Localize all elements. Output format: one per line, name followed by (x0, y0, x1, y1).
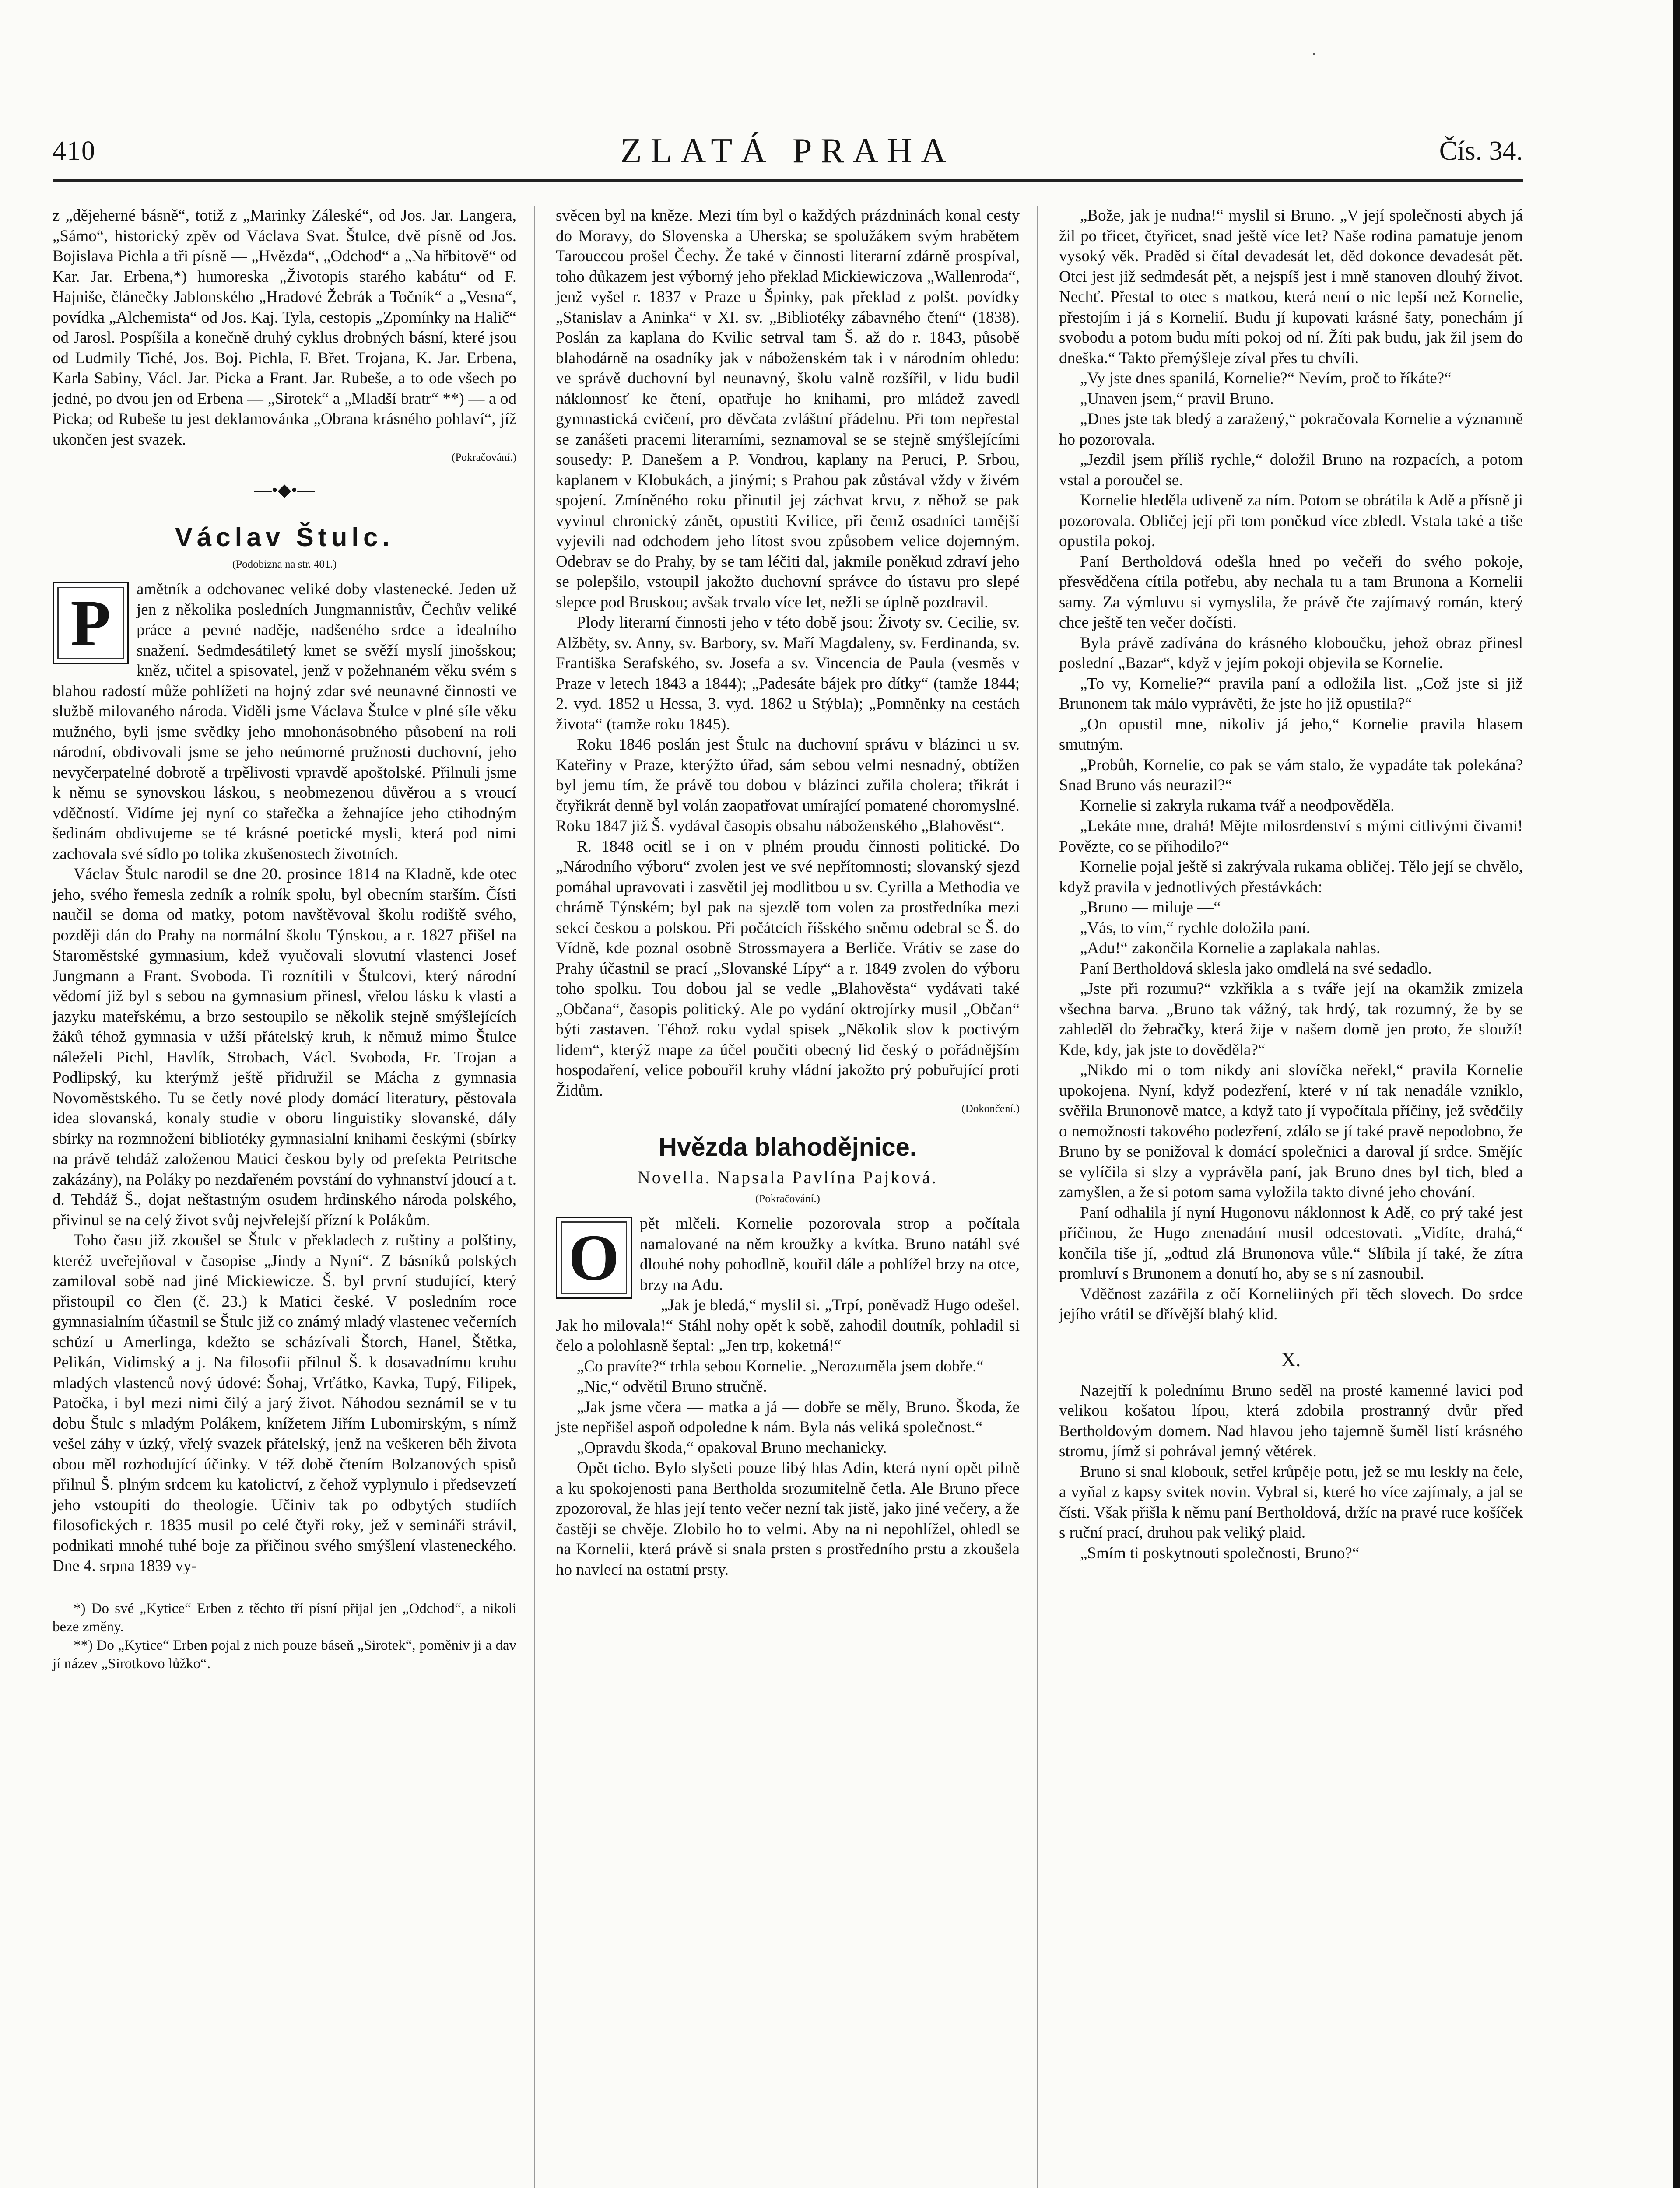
paragraph: „Dnes jste tak bledý a zaražený,“ pokračovala Kornelie a významně ho pozorovala. (1059, 410, 1523, 449)
paragraph: Kornelie hleděla udiveně za ním. Potom se obrátila k Adě a přísně ji pozorovala. Obličej její při tom poněkud více zbledl. Vstala také a tiše opustila pokoj. (1059, 491, 1523, 550)
paragraph: Kornelie si zakryla rukama tvář a neodpověděla. (1080, 796, 1395, 815)
paragraph: Toho času již zkoušel se Štulc v překladech z ruštiny a polštiny, kteréž uveřejňoval v časopise „Jindy a Nyní“. Z básníků polských zamiloval sobě nad jiné Mickiewicze. Š. byl první studující, který přistoupil co člen (č. 23.) k Matici české. V posledním roce gymnasialním účastnil se Štulc již co známý mladý vlastenec večerních schůzí u Amerlinga, kdežto se scházívali Štorch, Hanel, Štětka, Pelikán, Vidimský a j. Na filosofii přilnul Š. k dosavadnímu kruhu mladých vlastenců nový údové: Šohaj, Vrťátko, Kavka, Tupý, Filipek, Patočka, i byl mezi nimi čilý a jarý život. Náhodou seznámil se v tu dobu Štulc s mladým Polákem, knížetem Jiřím Lubomirským, s nímž vešel záhy v úzký, vřelý svazek přátelský, jenž na veškeren běh života obou měl rozhodující účinky. V též době čtením Bolzanových spisů přilnul Š. plným srdcem ku katolictví, z čehož vyplynulo i předsevzetí jeho vstoupiti do theologie. Učiniv tak po odbytých studiích filosofických r. 1835 musil po celé čtyři roky, jež v semináři strávil, podnikati mnohé tuhé boje za přičinou svého smýšlení vlasteneckého. Dne 4. srpna 1839 vy- (53, 1231, 516, 1575)
paragraph: svěcen byl na kněze. Mezi tím byl o každých prázdninách konal cesty do Moravy, do Slovenska a Uherska; se spolužákem svým hrabětem Tarouccou prošel Čechy. Že také v činnosti literarní zdárně prospíval, toho důkazem jest výborný jeho překlad Mickiewiczova „Wallenroda“, jenž vyšel r. 1837 v Praze u Špinky, pak překlad z polšt. povídky „Stanislav a Aninka“ v XI. sv. „Bibliotéky zábavného čtení“ (1838). Poslán za kaplana do Kvilic setrval tam Š. až do r. 1843, působě blahodárně na osadníky jak v náboženském tak i v národním ohledu: ve správě duchovní byl neunavný, školu valně rozšířil, v lidu budil náklonnosť ke čtení, opatřuje ho knihami, pro mládež zavedl gymnastická cvičení, pro děvčata zvláštní přádelnu. Při tom nepřestal se zanášeti pracemi literarními, seznamoval se se stejně smýšlejícími sousedy: P. Danešem a P. Vondrou, kaplany na Peruci, P. Srbou, kaplanem v Klobukách, a jinými; s Prahou pak zůstával vždy v živém spojení. Zmíněného roku přinutil jej záchvat krvu, z něhož se pak vyvinul chronický zánět, opustiti Kvilice, při čemž osadníci tamější vyjevili nad odchodem jeho lítost svou způsobem velice dojemným. Odebrav se do Prahy, by se tam léčiti dal, jakmile poněkud zdraví jeho se polepšilo, vstoupil jakožto duchovní správce do ústavu pro slepé slepce pod Bruskou; avšak trvalo více let, nežli se úplně pozdravil. (556, 207, 1020, 611)
paragraph: „Probůh, Kornelie, co pak se vám stalo, že vypadáte tak polekána? Snad Bruno vás neurazil?“ (1059, 756, 1523, 794)
article-tail: z „dějeherné básně“, totiž z „Marinky Záleské“, od Jos. Jar. Langera, „Sámo“, historický zpěv od Václava Svat. Štulce, dvě písně od Jos. Bojislava Pichla a tři písně — „Hvězda“, „Odchod“ a „Na hřbitově“ od Kar. Jar. Erbena,*) humoreska „Životopis starého kabátu“ od F. Hajniše, článečky Jablonského „Hradové Žebrák a Točník“ a „Vesna“, povídka „Alchemista“ od Jos. Kaj. Tyla, cestopis „Zpomínky na Halič“ od Jarosl. Pospíšila a konečně druhý cyklus drobných básní, které jsou od Ludmily Tiché, Jos. Boj. Pichla, F. Břet. Trojana, K. Jar. Erbena, Karla Sabiny, Václ. Jar. Picka a Frant. Jar. Rubeše, a to ode všech po jedné, po dvou jen od Erbena — „Sirotek“ a „Mladší bratr“ **) — a od Picka; od Rubeše tu jest deklamovánka „Obrana krásného pohlaví“, jíž ukončen jest svazek. (53, 207, 516, 449)
story-continued-note: (Pokračování.) (755, 1193, 820, 1205)
paragraph: „Jak jsme včera — matka a já — dobře se měly, Bruno. Škoda, že jste nepřišel aspoň odpoledne k nám. Byla nás veliká společnost.“ (556, 1398, 1020, 1436)
paragraph: „Co pravíte?“ trhla sebou Kornelie. „Nerozuměla jsem dobře.“ (577, 1357, 984, 1375)
paragraph: „Adu!“ zakončila Kornelie a zaplakala nahlas. (1080, 939, 1381, 957)
paragraph: Plody literarní činnosti jeho v této době jsou: Životy sv. Cecilie, sv. Alžběty, sv. Anny, sv. Barbory, sv. Maří Magdaleny, sv. Ferdinanda, sv. Františka Serafského, sv. Josefa a sv. Vincencia de Paula (vesměs v Praze v letech 1843 a 1844); „Padesáte bájek pro dítky“ (tamže 1844; 2. vyd. 1852 u Hessa, 3. vyd. 1862 u Stýbla); „Pomněnky na cestách života“ (tamže roku 1845). (556, 614, 1020, 733)
magazine-title: ZLATÁ PRAHA (620, 132, 955, 170)
footnote: **) Do „Kytice“ Erben pojal z nich pouze báseň „Sirotek“, poměniv ji a dav jí název „Sirotkovo lůžko“. (53, 1637, 516, 1672)
paragraph: Opět ticho. Bylo slyšeti pouze libý hlas Adin, která nyní opět pilně a ku spokojenosti pana Bertholda srozumitelně četla. Ale Bruno přece zpozoroval, že hlas její tento večer nezní tak jistě, jako jiné večery, a že častěji se chvěje. Zlobilo ho to velmi. Aby na ni nepohlížel, ohledl se na Kornelii, která právě si snala prsten s prostředního prstu a zkoušela ho navlecí na ostatní prsty. (556, 1459, 1020, 1579)
story-title: Hvězda blahodějnice. (659, 1133, 917, 1161)
paragraph: Václav Štulc narodil se dne 20. prosince 1814 na Kladně, kde otec jeho, svého řemesla zedník a rolník spolu, byl obecním starším. Čísti naučil se doma od matky, potom navštěvoval školu rodiště svého, později dán do Prahy na normální školu Týnskou, a r. 1827 přišel na Staroměstské gymnasium, kdež vyučovali slovutní vlastenci Josef Jungmann a Frant. Svoboda. Ti roznítili v Štulcovi, který národní vědomí již byl s sebou na gymnasium přinesl, vřelou lásku k vlasti a jazyku mateřskému, a brzo sestoupilo se několik stejně smýšlejících žáků téhož gymnasia v užší přátelský kruh, k němuž mimo Štulce náleželi Pichl, Havlík, Strobach, Václ. Svoboda, Fr. Trojan a Podlipský, ku kterýmž ještě přidružil se Mácha z gymnasia Novoměstského. Tu se četly nové plody domácí literatury, pěstovala idea slovanská, konaly studie v oboru linguistiky slovanské, dály sbírky na rozmnožení bibliotéky gymnasialní knihami českými (sbírky na právě tehdáž založenou Matici českou byly od prefekta Petritsche zakázány), na Poláky po nezdařeném povstání do vyhnanství jdoucí a t. d. Tehdáž Š., dojat neštastným osudem hrdinského národa polského, přivinul se na celý život svůj nejvřelejší přízní k Polákům. (53, 865, 516, 1229)
paragraph: Nazejtří k polednímu Bruno seděl na prosté kamenné lavici pod velikou košatou lípou, která zdobila prostranný dvůr před Bertholdovým domem. Nad hlavou jeho tajemně šuměl listí krásného stromu, jímž si pohrával jemný větérek. (1059, 1381, 1523, 1460)
column-separator (1037, 206, 1038, 2188)
page-edge (1673, 0, 1680, 2188)
paragraph: „Nikdo mi o tom nikdy ani slovíčka neřekl,“ pravila Kornelie upokojena. Nyní, když podezření, které v ní tak nenadále vzniklo, svěřila Brunonově matce, a když tato jí vypočítala příčiny, jež svědčily o nemožnosti takového podezření, zdálo se jí také pravě nepodobno, že Bruno by se ponižoval k domácí společnici a daroval jí srdce. Smějíc se vylíčila si slzy a vyprávěla paní, jak Bruno dnes byl tich, bled a zamyšlen, a že si potom sama vyložila takto divné jeho chování. (1059, 1061, 1523, 1201)
paragraph: Roku 1846 poslán jest Štulc na duchovní správu v blázinci u sv. Kateřiny v Praze, kterýžto úřad, sám sebou velmi nesnadný, obtížen byl jemu tím, že právě tou dobou v blázinci zuřila cholera; třikrát i čtyřikrát denně byl volán zaopatřovat umírající pomatené choromyslné. Roku 1847 již Š. vydával časopis obsahu náboženského „Blahověst“. (556, 736, 1020, 835)
paragraph: Paní Bertholdová odešla hned po večeři do svého pokoje, přesvědčena cítila potřebu, aby nechala tu a tam Brunona a Kornelii samy. Za výmluvu si vymyslila, že právě čte zajímavý román, který chce ještě ten večer dočísti. (1059, 552, 1523, 631)
paragraph: „To vy, Kornelie?“ pravila paní a odložila list. „Což jste si již Brunonem tak málo vyprávěti, že jste ho již opustila?“ (1059, 674, 1523, 713)
paragraph: amětník a odchovanec veliké doby vlastenecké. Jeden už jen z několika posledních Jungmannistův, Čechův veliké práce a pevné naděje, nadšeného srdce a idealního snažení. Sedmdesátiletý kmet se svěží myslí jinošskou; kněz, učitel a spisovatel, jenž v požehnaném věku svém s blahou radostí může pohlížeti na hojný zdar své neunavné činnosti ve službě milovaného národa. Viděli jsme Václava Štulce v plné síle věku mužného, byli jsme svědky jeho mnohonásobného působení na roli národní, obdivovali jsme se jeho neúmorné pružnosti duchovní, jeho nevyčerpatelné dobrotě a trpělivosti vpravdě apoštolské. Přilnuli jsme k němu se synovskou láskou, s neobmezenou důvěrou a s vroucí vděčností. Vidíme jej nyní co stařečka a žehnajíce jeho ctihodným šedinám obdivujeme se té krásné poetické mysli, která pod nimi zachovala své sídlo po tolika zkušenostech životních. (53, 580, 516, 863)
header-rule-thick (53, 179, 1523, 182)
paragraph: Vděčnost zazářila z očí Korneliiných při těch slovech. Do srdce jejího vrátil se dřívější blahý klid. (1059, 1285, 1523, 1323)
paragraph: „Bože, jak je nudna!“ myslil si Bruno. „V její společnosti abych já žil po třicet, čtyřicet, snad ještě více let? Naše rodina pamatuje jenom vysoký věk. Praděd si čítal devadesát let, děd dokonce devadesát pět. Otci jest již sedmdesát pět, a nejspíš jest i mně stanoven dlouhý život. Nechť. Přestal to otec s matkou, která není o nic lepší než Kornelie, přestojím i já s Kornelií. Budu jí kupovati krásné šaty, ponechám jí svobodu a potom budu míti pokoj od ní. Žíti pak budu, jak žil jsem do dneška.“ Takto přemýšleje zíval přes tu chvíli. (1059, 207, 1523, 367)
issue-number: Čís. 34. (1439, 136, 1523, 166)
column-3 (1059, 206, 1523, 1564)
continued-note: (Pokračování.) (452, 452, 516, 463)
page-header (53, 127, 1523, 179)
paragraph: „Smím ti poskytnouti společnosti, Bruno?“ (1080, 1544, 1360, 1562)
paragraph: Kornelie pojal ještě si zakrývala rukama obličej. Tělo její se chvělo, když pravila v jednotlivých přestávkách: (1059, 858, 1523, 896)
to-be-concluded-note: (Dokončení.) (961, 1103, 1020, 1115)
paragraph: „Nic,“ odvětil Bruno stručně. (577, 1378, 767, 1396)
footnote: *) Do své „Kytice“ Erben z těchto tří písní přijal jen „Odchod“, a nikoli beze změny. (53, 1600, 516, 1635)
paragraph: Paní Bertholdová sklesla jako omdlelá na své sedadlo. (1080, 959, 1432, 978)
paragraph: pět mlčeli. Kornelie pozorovala strop a počítala namalované na něm kroužky a kvítka. Bruno natáhl své dlouhé nohy pohodlně, kouřil dále a pohlížel brzy na otce, brzy na Adu. (640, 1215, 1020, 1294)
drop-cap: P (53, 582, 129, 664)
paragraph: R. 1848 ocitl se i on v plném proudu činnosti politické. Do „Národního výboru“ zvolen jest ve své nepřítomnosti; slovanský sjezd pomáhal upravovati i zasvětil jej modlitbou u sv. Cyrilla a Methodia ve chrámě Týnském; byl pak na sjezdě tom volen za prostředníka mezi sekcí českou a polskou. Při počátcích říšského sněmu odebral se Š. do Vídně, kde poznal osobně Strossmayera a Berliče. Vrátiv se zase do Prahy účastnil se prací „Slovanské Lípy“ a r. 1849 zvolen do výboru toho spolku. Tou dobou jal se vedle „Blahověsta“ vydávati také „Občana“, časopis politický. Ale po vydání oktrojírky musil „Občan“ býti zastaven. Téhož roku vydal spisek „Několik slov k poctivým lidem“, kterýž mape za účel poučiti obecný lid český o pořádnějším hospodaření, velice pobouřil kruhy vládní jakožto prý pobuřující proti Židům. (556, 837, 1020, 1100)
paragraph: „Vy jste dnes spanilá, Kornelie?“ Nevím, proč to říkáte?“ (1080, 369, 1452, 387)
page-number: 410 (53, 136, 96, 166)
column-1 (53, 206, 516, 1673)
paragraph: „Vás, to vím,“ rychle doložila paní. (1080, 919, 1311, 937)
paragraph: „Lekáte mne, drahá! Mějte milosrdenství s mými citlivými čivami! Povězte, co se přihodilo?“ (1059, 817, 1523, 856)
paragraph: „Jak je bledá,“ myslil si. „Trpí, poněvadž Hugo odešel. Jak ho milovala!“ Stáhl nohy opět k sobě, zahodil doutník, pohladil si čelo a polohlasně šeptal: „Jen trp, koketná!“ (556, 1296, 1020, 1355)
paragraph: „Jezdil jsem příliš rychle,“ doložil Bruno na rozpacích, a potom vstal a poroučel se. (1059, 451, 1523, 489)
paragraph: Bruno si snal klobouk, setřel krůpěje potu, jež se mu leskly na čele, a vyňal z kapsy svitek novin. Vybral si, které ho více zajímaly, a jal se čísti. Však přišla k němu paní Bertholdová, držíc na pravé ruce košíček s ruční prací, druhou pak veliký plaid. (1059, 1462, 1523, 1542)
portrait-note: (Podobizna na str. 401.) (232, 558, 337, 570)
paragraph: „Bruno — miluje —“ (1080, 898, 1221, 916)
paragraph: Paní odhalila jí nyní Hugonovu náklonnost k Adě, co prý také jest příčinou, že Hugo znenadání musil odcestovati. „Vidíte, drahá,“ končila tiše jí, „odtud zlá Brunonova vůle.“ Slíbila jí také, že zítra promluví s Brunonem a donutí ho, aby se s ní zasnoubil. (1059, 1203, 1523, 1283)
column-separator (534, 206, 535, 2188)
story-byline: Novella. Napsala Pavlína Pajková. (637, 1168, 938, 1187)
column-2 (556, 206, 1020, 1580)
paragraph: „On opustil mne, nikoliv já jeho,“ Kornelie pravila hlasem smutným. (1059, 715, 1523, 754)
drop-cap: O (556, 1217, 632, 1299)
paragraph: „Jste při rozumu?“ vzkřikla a s tváře její na okamžik zmizela všechna barva. „Bruno tak vážný, tak hrdý, tak rozumný, že by se zahleděl do žebračky, která žije v našem domě jen proto, že slouží! Kde, kdy, jak jste to dověděla?“ (1059, 980, 1523, 1059)
paragraph: Byla právě zadívána do krásného kloboučku, jehož obraz přinesl poslední „Bazar“, když v jejím pokoji objevila se Kornelie. (1059, 634, 1523, 672)
ink-speck (1313, 53, 1315, 55)
section-ornament: —•◆•— (254, 480, 315, 500)
paragraph: „Opravdu škoda,“ opakoval Bruno mechanicky. (577, 1438, 887, 1457)
paragraph: „Unaven jsem,“ pravil Bruno. (1080, 389, 1274, 408)
chapter-number: X. (1281, 1348, 1301, 1371)
article-heading: Václav Štulc. (175, 522, 394, 552)
